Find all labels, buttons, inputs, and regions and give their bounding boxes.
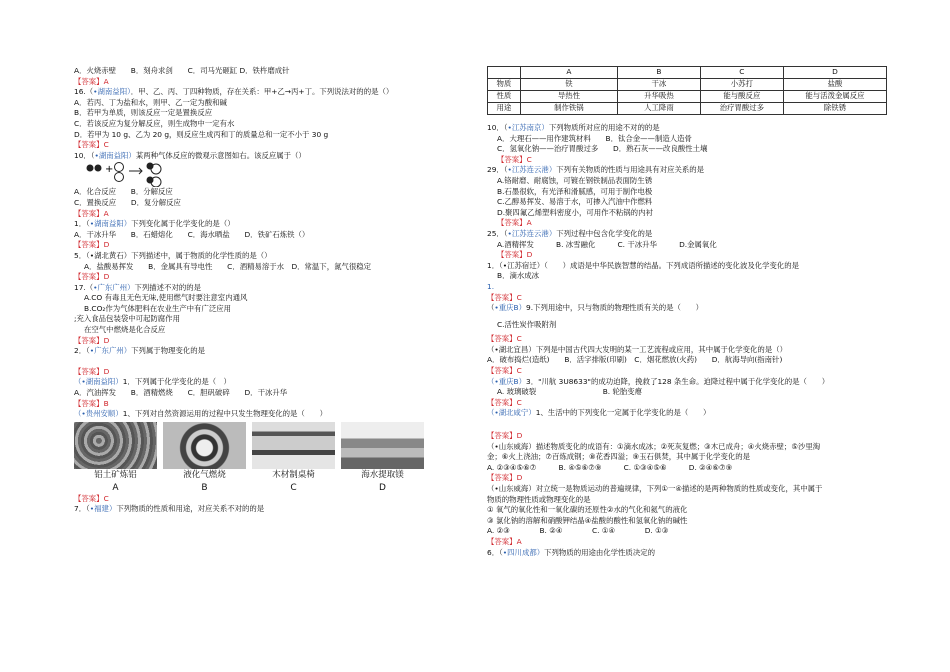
q29-option: A.铬耐磨、耐腐蚀，可镀在钢铁制品表面防生锈 xyxy=(497,175,653,185)
question-1d: （•贵州安顺）1、下列对自然资源运用的过程中只发生物理变化的是（ ） xyxy=(74,409,327,419)
question-2a: （•湖北宜昌）下列是中国古代四大发明的某一工艺流程或应用，其中属于化学变化的是（） xyxy=(487,344,787,354)
answer-label: 【答案】C xyxy=(74,493,109,503)
q-options-line: A．火烧赤壁 B．刻舟求剑 C．司马光砸缸 D．铁杵磨成针 xyxy=(74,66,290,75)
answer-label: 【答案】A xyxy=(74,208,109,218)
question-6-line: ① 氧气的氧化性和一氧化碳的还原性②水的气化和氦气的液化 xyxy=(487,505,688,515)
question-10r: 10．（•江苏南京）下列物质所对应的用途不对的的是 xyxy=(487,123,660,132)
question-6-line: （•山东威海）对立统一是物质运动的普遍规律，下列①一④描述的是两种物质的性质或变化，其中属于 xyxy=(487,484,823,493)
question-1c: （•湖南益阳）1．下列属于化学变化的是（ ） xyxy=(74,377,231,387)
answer-label: 【答案】C xyxy=(74,140,109,150)
property-table xyxy=(487,66,887,115)
question-6-line: 物质的物理性质或物理变化的是 xyxy=(487,494,591,504)
question-1a: 1．（•江苏宿迁）（ ）成语是中华民族智慧的结晶。下列成语所描述的变化波及化学变化的是 xyxy=(487,260,800,270)
question-1: 1．（•湖南益阳）下列变化属于化学变化的是（） xyxy=(74,219,235,229)
answer-label: 【答案】A xyxy=(487,536,522,546)
q1-options: A．干冰升华 B．石蜡熔化 C．海水晒盐 D．铁矿石炼铁（） xyxy=(74,229,310,239)
sea-photo xyxy=(341,422,424,469)
answer-label: 【答案】D xyxy=(487,431,523,441)
question-1b: （•重庆B）9.下列用途中，只与物质的物理性质有关的是（ ） xyxy=(487,303,704,313)
question-5r-line: 金；⑥火上浇油；⑦百炼成钢；⑧花香四溢；⑨玉石俱焚，其中属于化学变化的是 xyxy=(487,452,751,462)
q17-option: B.CO₂作为气体肥料在农业生产中有广泛应用 xyxy=(84,303,232,313)
q5-options: A．盐酸易挥发 B．金属具有导电性 C．酒精易溶于水 D．常温下，氮气很稳定 xyxy=(84,261,372,271)
answer-label: 【答案】A xyxy=(497,218,532,228)
molecule-diagram xyxy=(74,161,474,187)
right-column xyxy=(487,0,887,558)
q25-options: A.酒精挥发 B. 冰雪融化 C. 干冰升华 D.金属氧化 xyxy=(497,239,717,249)
q17-option: A.CO 有毒且无色无味,使用燃气时要注意室内通风 xyxy=(84,293,248,303)
left-column xyxy=(74,0,474,515)
question-4: （•湖北咸宁）1、生活中的下列变化一定属于化学变化的是（ ） xyxy=(487,408,711,418)
q1b-option: C.活性炭作吸附剂 xyxy=(497,319,557,329)
q2a-options: A．破布捣烂(造纸) B．活字排版(印刷) C．烟花燃放(火药) D．航海导向(指南针) xyxy=(487,355,783,365)
question-5: 5．（•湖北黄石）下列描述中，属于物质的化学性质的是（） xyxy=(74,250,272,260)
question-3: （•重庆B）3．"川航 3U8633"的成功迫降，挽救了128 条生命。迫降过程中属于化学变化的是（ ） xyxy=(487,376,830,386)
q16-option: D．若甲为 10 g、乙为 20 g，则反应生成丙和丁的质量总和一定不小于 30 g xyxy=(74,129,329,139)
question-16: 16.（•湖南益阳）．甲、乙、丙、丁四种物质，存在关系：甲+乙→丙+丁。下列说法对的的是（） xyxy=(74,87,394,97)
answer-label: 【答案】D xyxy=(74,335,110,345)
question-10: 10．（•湖南益阳）某两种气体反应的微观示意图如右。该反应属于（） xyxy=(74,150,306,160)
answer-label: 【答案】D xyxy=(487,473,523,483)
answer-label: 【答案】C xyxy=(497,154,532,164)
picture-option: 液化气燃烧 B xyxy=(163,422,246,494)
q10-option: C．置换反应 D．复分解反应 xyxy=(74,197,181,207)
question-5r-line: A. ②③④⑤⑥⑦ B. ④⑤⑥⑦⑨ C. ①③④⑤⑥ D. ②④⑥⑦⑨ xyxy=(487,462,733,472)
answer-label: 【答案】C xyxy=(487,366,522,376)
table-row: 物质 铁 干冰 小苏打 盐酸 xyxy=(488,79,887,91)
svg-text:+: + xyxy=(105,164,114,176)
answer-label: 【答案】B xyxy=(74,398,109,408)
answer-label: 【答案】C xyxy=(487,334,522,344)
question-6-line: A. ②③ B. ②④ C. ①④ D. ①③ xyxy=(487,526,669,536)
picture-options xyxy=(74,422,474,494)
furniture-photo xyxy=(252,422,335,469)
q17-option: ;充入食品包装袋中可起防腐作用 xyxy=(74,314,180,324)
q16-option: C．若该反应为复分解反应，则生成物中一定有水 xyxy=(74,118,235,128)
q17-option: 在空气中燃烧是化合反应 xyxy=(84,325,166,335)
answer-label: 【答案】C xyxy=(487,397,522,407)
q1a-option: B．滴水成冰 xyxy=(497,271,540,281)
ore-photo xyxy=(74,422,157,469)
answer-label: 【答案】A xyxy=(74,76,109,86)
q1c-options: A．汽油挥发 B．酒精燃烧 C．胆矾破碎 D．干冰升华 xyxy=(74,388,288,398)
picture-option: 海水提取镁 D xyxy=(341,422,424,494)
table-header-row: A B C D xyxy=(488,67,887,79)
q3-options: A. 玻璃破裂 B. 轮胎变瘪 xyxy=(497,387,643,397)
question-2: 2．（•广东广州）下列属于物理变化的是 xyxy=(74,346,206,356)
answer-label: 【答案】D xyxy=(74,240,110,250)
q10-option: A．化合反应 B．分解反应 xyxy=(74,187,173,197)
table-row: 性质 导热性 升华吸热 能与酸反应 能与活泼金属反应 xyxy=(488,91,887,103)
q29-option: D.聚四氟乙烯塑料密度小，可用作不粘锅的内衬 xyxy=(497,207,653,217)
q29-option: B.石墨很软，有光泽和滑腻感，可用于制作电极 xyxy=(497,186,653,196)
question-7r: 6．（•四川成都）下列物质的用途由化学性质决定的 xyxy=(487,547,655,557)
q16-option: A．若丙、丁为盐和水，则甲、乙一定为酸和碱 xyxy=(74,97,227,107)
gas-stove-photo xyxy=(163,422,246,469)
answer-label: 【答案】D xyxy=(74,272,110,282)
picture-option: 铝土矿炼铝 A xyxy=(74,422,157,494)
question-25: 25．（•江苏连云港）下列过程中包含化学变化的是 xyxy=(487,228,653,238)
q10r-option: C．氢氧化钠——治疗胃酸过多 D．熟石灰——改良酸性土壤 xyxy=(497,144,708,154)
picture-option: 木材制桌椅 C xyxy=(252,422,335,494)
q16-option: B．若甲为单质，则该反应一定是置换反应 xyxy=(74,108,213,118)
reaction-diagram-icon xyxy=(84,161,164,187)
q10r-option: A．大理石——用作建筑材料 B．钛合金——制造人造骨 xyxy=(497,133,692,143)
table-row: 用途 制作铁锅 人工降雨 治疗胃酸过多 除铁锈 xyxy=(488,103,887,115)
answer-label: 【答案】D xyxy=(497,250,533,260)
q29-option: C.乙醇易挥发、易溶于水，可掺入汽油中作燃料 xyxy=(497,197,653,207)
question-7: 7．（•福建）下列物质的性质和用途，对应关系不对的的是 xyxy=(74,504,265,514)
question-1b-num: 1. xyxy=(487,281,495,291)
question-5r-line: （•山东威海）描述物质变化的成语有：①滴水成冰；②死灰复燃；③木已成舟；④火烧赤壁；⑤沙里淘 xyxy=(487,441,821,451)
answer-label: 【答案】D xyxy=(74,366,110,376)
question-29: 29．（•江苏连云港）下列有关物质的性质与用途具有对应关系的是 xyxy=(487,165,705,175)
question-6-line: ③ 氯化钠的溶解和硝酸钾结晶④盐酸的酸性和氢氧化钠的碱性 xyxy=(487,515,688,525)
question-17: 17.（•广东广州）下列描述不对的的是 xyxy=(74,282,202,292)
answer-label: 【答案】C xyxy=(487,292,522,302)
